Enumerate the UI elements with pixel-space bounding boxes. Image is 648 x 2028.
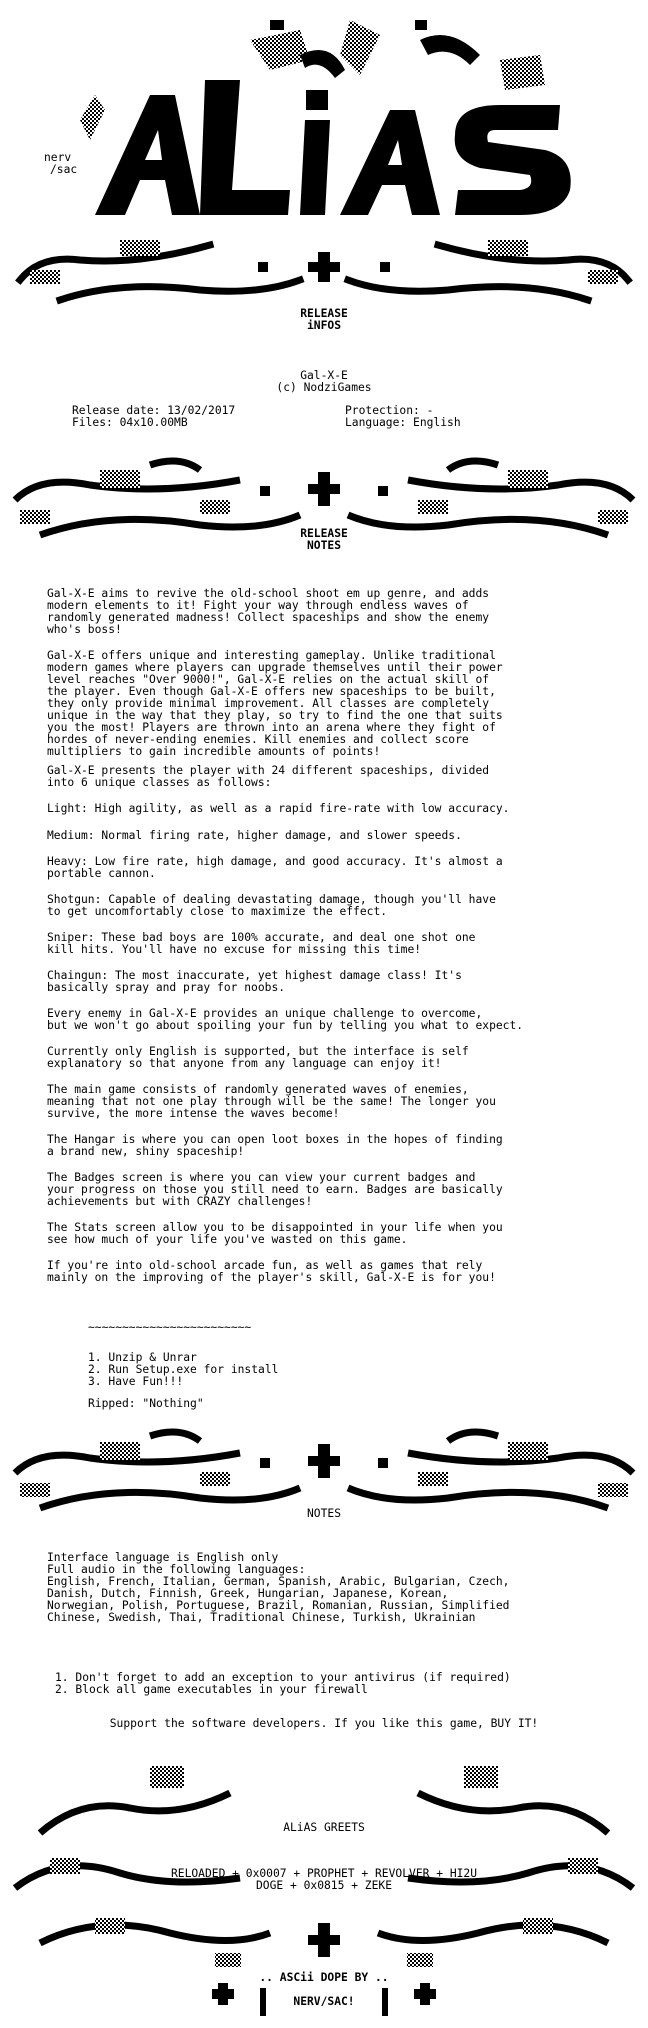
section-title-infos: iNFOS — [306, 319, 341, 332]
install-step-2: 2. Run Setup.exe for install — [88, 1363, 279, 1376]
release-note-10: Currently only English is supported, but the interface is self explanatory so that anyone from any language can enjoy it! — [47, 1045, 469, 1070]
footer-author: NERV/SAC! — [293, 1995, 355, 2008]
release-note-15: If you're into old-school arcade fun, as well as games that rely mainly on the improving of the player's skill, Gal-X-E is for you! — [47, 1259, 496, 1284]
section-title-release: RELEASE — [300, 307, 348, 320]
files-info: Files: 04x10.00MB — [72, 416, 188, 429]
notes-title-release: RELEASE — [300, 527, 348, 540]
game-title: Gal-X-E — [300, 369, 348, 382]
notes-body: Interface language is English only Full audio in the following languages: English, French, Italian, German, Spanish, Arabic, Bulgarian, Czech, Danish, Dutch, Finnish, Greek, Hungarian, Japanese, Korean, Norwegian, Polish, Portuguese, Brazil, Romanian, Russian, Simplified Chinese, Swedish, Thai, Traditional Chinese, Turkish, Ukrainian — [47, 1551, 510, 1624]
release-note-6: Shotgun: Capable of dealing devastating damage, though you'll have to get uncomfortably close to maximize the effect. — [47, 893, 496, 918]
notes-title-notes: NOTES — [306, 539, 341, 552]
credit-line-1: nerv — [44, 151, 72, 164]
release-date: Release date: 13/02/2017 — [72, 404, 236, 417]
publisher: (c) NodziGames — [276, 381, 372, 394]
release-note-4: Medium: Normal firing rate, higher damage, and slower speeds. — [47, 829, 462, 842]
release-note-8: Chaingun: The most inaccurate, yet highest damage class! It's basically spray and pray for noobs. — [47, 969, 462, 994]
release-note-14: The Stats screen allow you to be disappointed in your life when you see how much of your life you've wasted on this game. — [47, 1221, 503, 1246]
ripped-info: Ripped: "Nothing" — [88, 1397, 204, 1410]
notes-divider-art — [0, 1418, 648, 1538]
credit-line-2: /sac — [50, 163, 78, 176]
release-note-12: The Hangar is where you can open loot boxes in the hopes of finding a brand new, shiny spaceship! — [47, 1133, 503, 1158]
release-note-13: The Badges screen is where you can view your current badges and your progress on those you still need to earn. Badges are basically achievements but with CRAZY challenges! — [47, 1171, 503, 1208]
protection-info: Protection: - — [345, 404, 434, 417]
release-note-5: Heavy: Low fire rate, high damage, and good accuracy. It's almost a portable cannon. — [47, 855, 503, 880]
support-line: Support the software developers. If you like this game, BUY IT! — [109, 1717, 539, 1730]
footer-ascii-credit: .. ASCii DOPE BY .. — [259, 1971, 389, 1984]
release-note-2: Gal-X-E presents the player with 24 different spaceships, divided into 6 unique classes as follows: — [47, 764, 490, 789]
tip-2: 2. Block all game executables in your firewall — [55, 1683, 368, 1696]
release-note-9: Every enemy in Gal-X-E provides an unique challenge to overcome, but we won't go about spoiling your fun by telling you what to expect. — [47, 1007, 524, 1032]
divider-tilde: ~~~~~~~~~~~~~~~~~~~~~~~~ — [88, 1321, 252, 1334]
release-note-3: Light: High agility, as well as a rapid fire-rate with low accuracy. — [47, 802, 510, 815]
greets-line-1: RELOADED + 0x0007 + PROPHET + REVOLVER + HI2U — [170, 1867, 478, 1880]
alias-logo-art — [0, 0, 648, 310]
notes-title: NOTES — [306, 1507, 341, 1520]
install-step-3: 3. Have Fun!!! — [88, 1375, 184, 1388]
greets-line-2: DOGE + 0x0815 + ZEKE — [255, 1879, 393, 1892]
release-notes-divider-art — [0, 450, 648, 570]
release-note-0: Gal-X-E aims to revive the old-school shoot em up genre, and adds modern elements to it! Fight your way through endless waves of randomly generated madness! Collect spaceships and show the enemy who's boss! — [47, 587, 490, 636]
language-info: Language: English — [345, 416, 461, 429]
tip-1: 1. Don't forget to add an exception to your antivirus (if required) — [55, 1671, 511, 1684]
greets-title: ALiAS GREETS — [283, 1821, 365, 1834]
release-note-11: The main game consists of randomly generated waves of enemies, meaning that not one play through will be the same! The longer you survive, the more intense the waves become! — [47, 1083, 496, 1120]
release-note-7: Sniper: These bad boys are 100% accurate, and deal one shot one kill hits. You'll have no excuse for missing this time! — [47, 931, 476, 956]
release-note-1: Gal-X-E offers unique and interesting gameplay. Unlike traditional modern games where players can upgrade themselves until their power level reaches "Over 9000!", Gal-X-E relies on the actual skill of the player. Even though Gal-X-E offers new spaceships to be built, they only provide minimal improvement. All classes are completely unique in the way that they play, so try to find the one that suits you the most! Players are thrown into an arena where they fight of hordes of never-ending enemies. Kill enemies and collect score multipliers to gain incredible amounts of points! — [47, 649, 503, 758]
install-step-1: 1. Unzip & Unrar — [88, 1351, 197, 1364]
